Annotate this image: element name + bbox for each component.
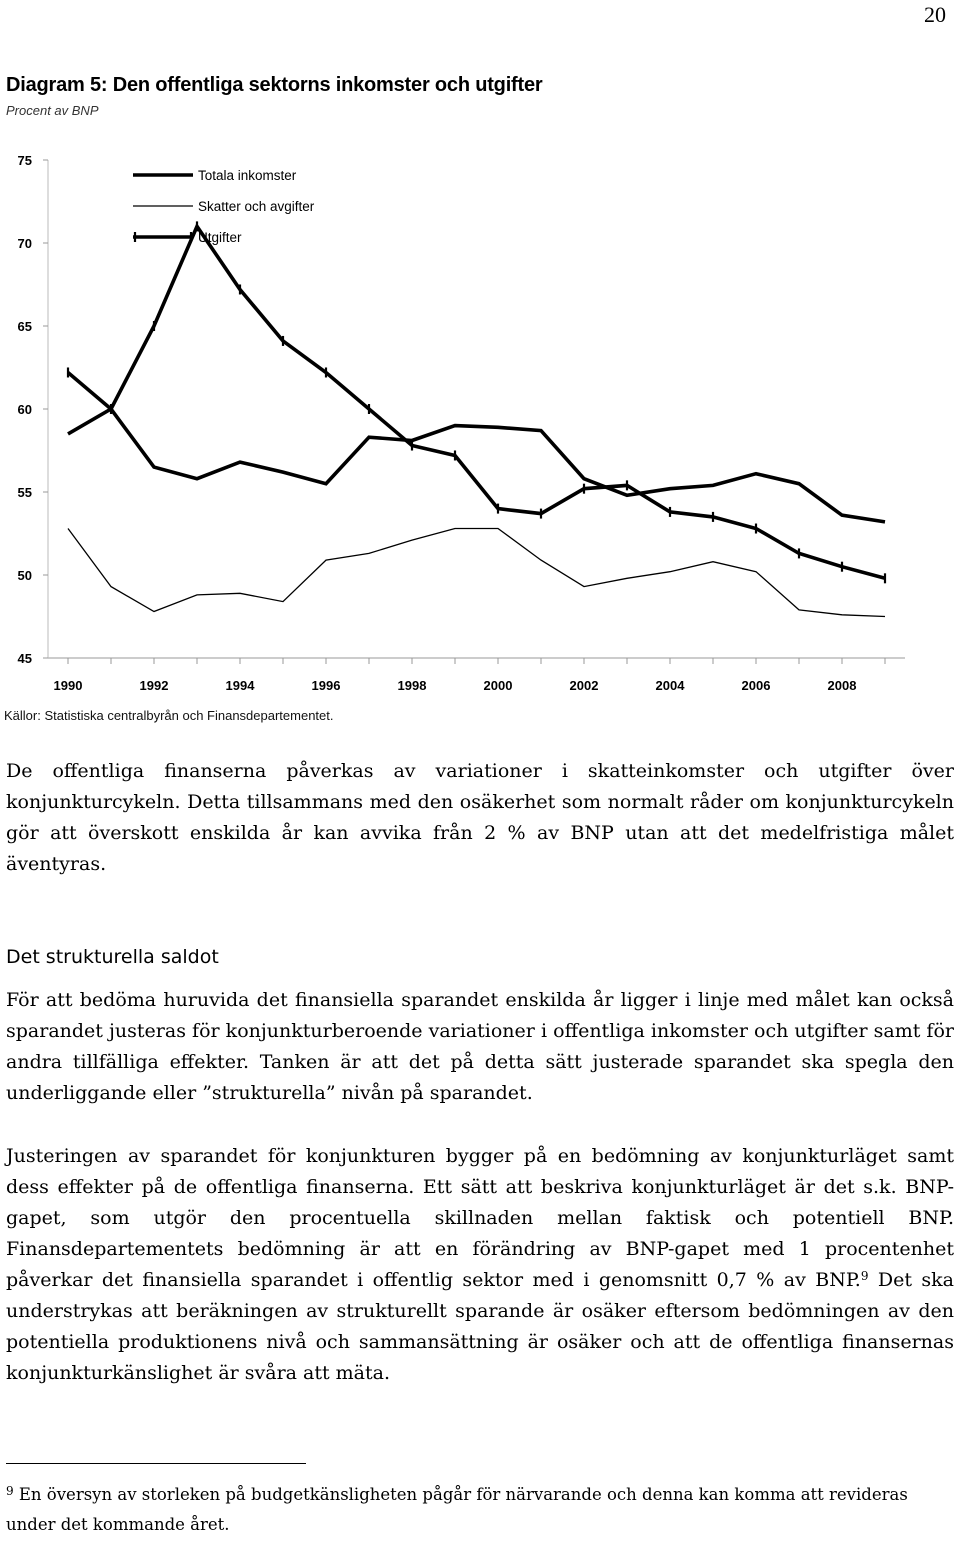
x-axis-ticks — [54, 658, 885, 693]
y-tick-label: 60 — [17, 402, 32, 417]
line-chart — [0, 140, 960, 700]
x-tick-label: 2000 — [483, 678, 513, 693]
paragraph-3-text-a: Justeringen av sparandet för konjunkturen bygger på en bedömning av konjunkturläget samt dess effekter på de offentliga finanserna. Ett sätt att beskriva konjunkturläget är det s.k. BNP-gapet, som utgör den procentuella skillnaden mellan faktisk och potentiell BNP. Finansdepartementets bedömning är att en förändring av BNP-gapet med 1 procentenhet påverkar det finansiella sparandet i offentlig sektor med i genomsnitt 0,7 % av BNP. — [6, 1145, 954, 1291]
page-number: 20 — [924, 2, 946, 27]
y-tick-label: 70 — [17, 236, 32, 251]
chart-source: Källor: Statistiska centralbyrån och Finansdepartementet. — [4, 708, 334, 723]
x-tick-label: 1996 — [311, 678, 341, 693]
chart-subtitle: Procent av BNP — [6, 103, 99, 118]
chart-title: Diagram 5: Den offentliga sektorns inkomster och utgifter — [6, 74, 543, 96]
footnote-ref[interactable]: 9 — [860, 1269, 869, 1283]
y-tick-label: 65 — [17, 319, 32, 334]
x-tick-label: 2008 — [827, 678, 857, 693]
x-tick-label: 2002 — [569, 678, 599, 693]
y-tick-label: 75 — [17, 153, 32, 168]
footnote-divider — [6, 1463, 306, 1464]
x-tick-label: 2004 — [655, 678, 685, 693]
x-tick-label: 1994 — [225, 678, 255, 693]
chart-axes — [48, 160, 905, 658]
paragraph-2: För att bedöma huruvida det finansiella sparandet enskilda år ligger i linje med målet kan också sparandet justeras för konjunkturberoende variationer i offentliga inkomster och utgifter samt för andra tillfälliga effekter. Tanken är att det på detta sätt justerade sparandet ska spegla den underliggande eller ”strukturella” nivån på sparandet. — [6, 989, 954, 1104]
legend-label: Utgifter — [198, 230, 242, 245]
series-line-0 — [68, 409, 885, 522]
legend-label: Totala inkomster — [198, 168, 297, 183]
series-layer — [68, 221, 885, 616]
footnote — [6, 1480, 946, 1540]
y-tick-label: 50 — [17, 568, 32, 583]
legend-label: Skatter och avgifter — [198, 199, 315, 214]
series-line-1 — [68, 529, 885, 617]
paragraph-1: De offentliga finanserna påverkas av variationer i skatteinkomster och utgifter över konjunkturcykeln. Detta tillsammans med den osäkerhet som normalt råder om konjunkturcykeln gör att överskott enskilda år kan avvika från 2 % av BNP utan att det medelfristiga målet äventyras. — [6, 760, 954, 875]
paragraph-3-text-b: Det ska understrykas att beräkningen av strukturellt sparande är osäker eftersom bedömningen av den potentiella produktionens nivå och sammansättning är osäker och att de offentliga finansernas konjunkturkänslighet är svåra att mäta. — [6, 1269, 954, 1384]
x-tick-label: 1990 — [53, 678, 83, 693]
section-heading: Det strukturella saldot — [6, 946, 219, 968]
footnote-text: En översyn av storleken på budgetkänsligheten pågår för närvarande och denna kan komma att revideras under det kommande året. — [6, 1485, 908, 1534]
y-tick-label: 55 — [17, 485, 32, 500]
paragraph-3 — [6, 1141, 954, 1389]
x-tick-label: 2006 — [741, 678, 771, 693]
y-axis-ticks — [18, 153, 48, 666]
series-line-2 — [68, 226, 885, 578]
x-tick-label: 1998 — [397, 678, 427, 693]
chart-legend — [133, 168, 315, 245]
footnote-number: 9 — [6, 1484, 14, 1498]
y-tick-label: 45 — [17, 651, 32, 666]
x-tick-label: 1992 — [139, 678, 169, 693]
